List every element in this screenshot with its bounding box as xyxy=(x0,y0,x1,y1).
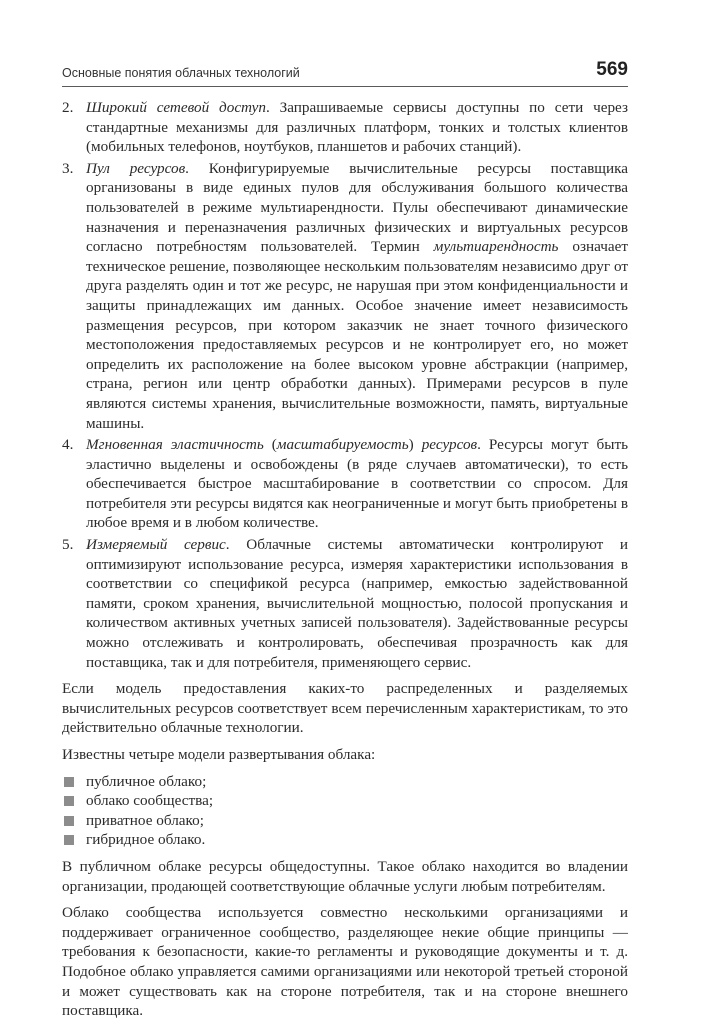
list-item xyxy=(62,791,628,811)
item-title-end: ресурсов xyxy=(421,436,478,454)
item-text xyxy=(86,435,628,533)
item-title: Пул ресурсов xyxy=(86,159,186,177)
list-item-2 xyxy=(62,98,628,157)
item-text xyxy=(86,535,628,672)
running-header xyxy=(62,60,628,87)
paragraph: В публичном облаке ресурсы общедоступны. Такое облако находится во владении организации, продающей соответствующие облачные услуги любым потребителям. xyxy=(62,857,628,895)
paren-open: ( xyxy=(263,436,277,454)
item-text xyxy=(86,98,628,157)
bullet-square-icon xyxy=(64,796,74,806)
item-body: . Облачные системы автоматически контролируют и оптимизируют использование ресурса, измеряя характеристики использования в соответствии со спецификой ресурса (например, емкостью задействованной памяти, сроком хранения, вычислительной мощностью, полосой пропускания и количеством активных учетных записей пользователя). Задействованные ресурсы можно отслеживать и контролировать, обеспечивая прозрачность как для поставщика, так и для потребителя, применяющего сервис. xyxy=(86,536,629,671)
item-title: Широкий сетевой доступ xyxy=(86,99,266,116)
item-title: Мгновенная эластичность xyxy=(86,436,264,454)
list-item-text: приватное облако; xyxy=(86,811,204,829)
deployment-models-list xyxy=(62,772,628,850)
list-item-text: гибридное облако. xyxy=(86,831,206,849)
bullet-square-icon xyxy=(64,777,74,787)
item-number: 4. xyxy=(62,436,74,454)
chapter-title: Основные понятия облачных технологий xyxy=(62,66,300,80)
list-item xyxy=(62,830,628,850)
paragraph: Если модель предоставления каких-то распределенных и разделяемых вычислительных ресурсов соответствует всем перечисленным характеристикам, то это действительно облачные технологии. xyxy=(62,680,628,737)
item-body: . Ресурсы могут быть эластично выделены и освобождены (в ряде случаев автоматически), то есть обеспечивается быстрое масштабирование в соответствии со спросом. Для потребителя эти ресурсы видятся как неограниченные и могут быть приобретены в любое время и в любом количестве. xyxy=(86,436,629,532)
list-item-text: облако сообщества; xyxy=(86,792,214,810)
list-item xyxy=(62,811,628,831)
bullet-square-icon xyxy=(64,816,74,826)
bullet-square-icon xyxy=(64,835,74,845)
item-title: Измеряемый сервис xyxy=(86,536,226,554)
list-item-4 xyxy=(62,435,628,533)
page-body xyxy=(62,98,628,1028)
item-body: . Конфигурируемые вычислительные ресурсы поставщика организованы в виде единых пулов для обслуживания большого количества пользователей в режиме мультиарендности. Пулы обеспечивают динамические назначения и переназначения различных физических и виртуальных ресурсов согласно потребностям пользователей. Термин xyxy=(86,159,628,256)
list-item-text: публичное облако; xyxy=(86,772,207,790)
item-number: 2. xyxy=(62,99,74,116)
list-item-3 xyxy=(62,159,628,433)
item-text xyxy=(86,159,628,433)
item-body: . Запрашиваемые сервисы доступны по сети через стандартные механизмы для различных платформ, тонких и толстых клиентов (мобильных телефонов, ноутбуков, планшетов и рабочих станций). xyxy=(86,99,628,156)
term-multitenancy: мультиарендность xyxy=(433,238,559,256)
paragraph: Облако сообщества используется совместно несколькими организациями и поддерживает ограниченное сообщество, разделяющее некие общие принципы — требования к безопасности, какие-то регламенты и руководящие документы и т. д. Подобное облако управляется самими организациями или некоторой третьей стороной и может существовать как на стороне потребителя, так и на стороне внешнего поставщика. xyxy=(62,904,628,1020)
list-item xyxy=(62,772,628,792)
paragraph: Известны четыре модели развертывания облака: xyxy=(62,746,376,763)
list-item-5 xyxy=(62,535,628,672)
item-number: 3. xyxy=(62,159,74,177)
item-title-alt: масштабируемость xyxy=(276,436,409,454)
paren-close: ) xyxy=(408,436,422,454)
item-number: 5. xyxy=(62,536,74,554)
page-number: 569 xyxy=(596,59,628,80)
item-body-cont: означает техническое решение, позволяющее нескольким пользователям независимо друг от друга разделять один и тот же ресурс, не нарушая при этом конфиденциальности и защиты принадлежащих им данных. Особое значение имеет независимость размещения ресурсов, при котором заказчик не знает точного физического местоположения предоставляемых ресурсов и не контролирует его, но может определить их расположение на более высоком уровне абстракции (например, страна, регион или центр обработки данных). Примерами ресурсов в пуле являются системы хранения, вычислительные возможности, память, виртуальные машины. xyxy=(86,238,628,432)
